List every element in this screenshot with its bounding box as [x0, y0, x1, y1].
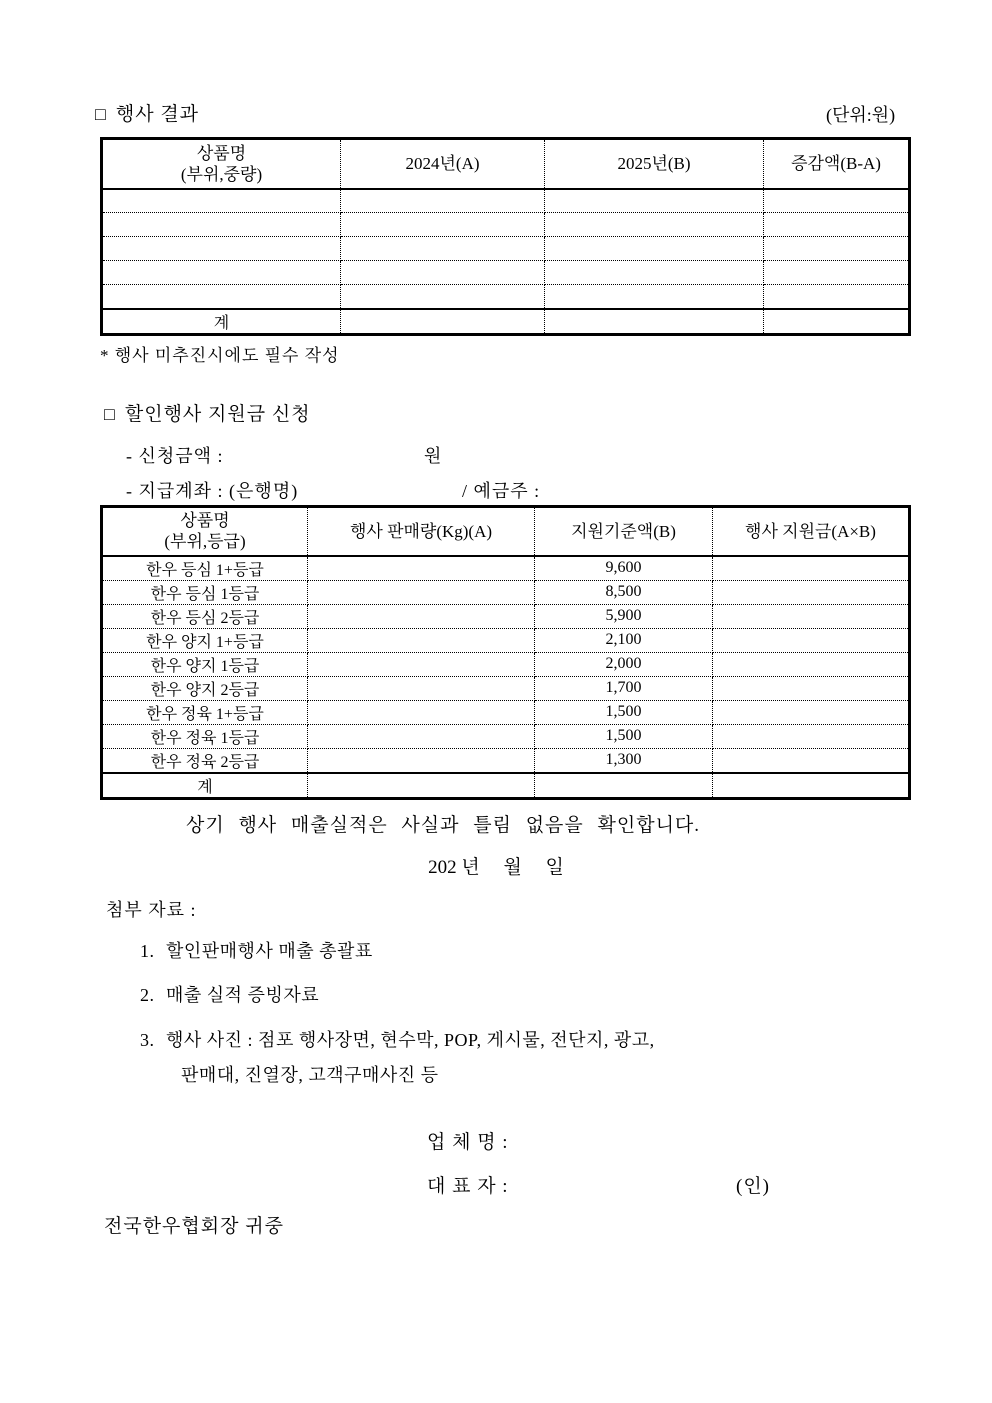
- section-results-title-text: 행사 결과: [115, 104, 200, 125]
- cell-product-name: 한우 등심 1등급: [102, 580, 308, 604]
- table-row: [102, 748, 910, 773]
- table-row: [102, 700, 910, 724]
- empty-cell: [764, 309, 910, 335]
- table-row: [102, 261, 910, 285]
- attachment-number: 3.: [140, 1030, 155, 1050]
- cell-sales-qty: [308, 556, 535, 581]
- cell-sales-qty: [308, 628, 535, 652]
- section-results-title: [95, 99, 199, 126]
- empty-cell: [545, 309, 764, 335]
- company-name-label: 업 체 명 :: [427, 1132, 509, 1153]
- cell-support-amount: [713, 748, 910, 773]
- attachment-item-3-continued: 판매대, 진열장, 고객구매사진 등: [181, 1065, 439, 1085]
- cell-product-name: 한우 등심 1+등급: [102, 556, 308, 581]
- cell-base-amount: 1,500: [535, 724, 713, 748]
- cell-base-amount: 1,700: [535, 676, 713, 700]
- unit-label: (단위:원): [826, 105, 896, 125]
- attachment-text: 행사 사진 : 점포 행사장면, 현수막, POP, 게시물, 전단지, 광고,: [166, 1030, 655, 1050]
- cell-support-amount: [713, 652, 910, 676]
- empty-cell: [764, 261, 910, 285]
- cell-product-name: 한우 양지 1등급: [102, 652, 308, 676]
- attachment-item-3: [140, 1026, 655, 1052]
- header-product-line2: (부위,등급): [164, 532, 246, 552]
- table-row: [102, 580, 910, 604]
- empty-cell: [102, 285, 341, 309]
- ceo-name-label: 대 표 자 :: [427, 1176, 509, 1197]
- cell-support-amount: [713, 700, 910, 724]
- section-support-title: [104, 399, 311, 426]
- cell-base-amount: 8,500: [535, 580, 713, 604]
- header-product-line1: 상품명: [196, 143, 247, 163]
- table-header-row: [102, 507, 910, 556]
- header-product: [102, 139, 341, 189]
- total-label: 계: [102, 773, 308, 799]
- header-product-line1: 상품명: [180, 511, 230, 531]
- cell-product-name: 한우 정육 2등급: [102, 748, 308, 773]
- empty-cell: [341, 285, 545, 309]
- account-field-label: - 지급계좌 : (은행명): [126, 481, 299, 501]
- empty-cell: [545, 213, 764, 237]
- empty-cell: [545, 261, 764, 285]
- cell-product-name: 한우 양지 1+등급: [102, 628, 308, 652]
- cell-product-name: 한우 등심 2등급: [102, 604, 308, 628]
- cell-sales-qty: [308, 580, 535, 604]
- empty-cell: [341, 237, 545, 261]
- empty-cell: [341, 309, 545, 335]
- attachment-number: 1.: [140, 941, 155, 961]
- date-line: 202 년 월 일: [428, 857, 564, 878]
- empty-cell: [102, 261, 341, 285]
- empty-cell: [764, 237, 910, 261]
- cell-support-amount: [713, 628, 910, 652]
- results-table: [100, 137, 911, 336]
- header-product: [102, 507, 308, 556]
- attachment-item-2: [140, 981, 319, 1007]
- empty-cell: [308, 773, 535, 799]
- attachment-text: 할인판매행사 매출 총괄표: [166, 941, 373, 961]
- cell-product-name: 한우 양지 2등급: [102, 676, 308, 700]
- cell-sales-qty: [308, 676, 535, 700]
- cell-sales-qty: [308, 724, 535, 748]
- table-row: [102, 237, 910, 261]
- table-row: [102, 285, 910, 309]
- empty-cell: [764, 285, 910, 309]
- header-sales-qty: 행사 판매량(Kg)(A): [308, 507, 535, 556]
- cell-base-amount: 1,500: [535, 700, 713, 724]
- header-diff: 증감액(B-A): [764, 139, 910, 189]
- account-holder-label: / 예금주 :: [462, 481, 541, 501]
- confirmation-text: 상기 행사 매출실적은 사실과 틀림 없음을 확인합니다.: [186, 815, 701, 836]
- empty-cell: [102, 237, 341, 261]
- table-row: [102, 676, 910, 700]
- table-row: [102, 604, 910, 628]
- required-note: * 행사 미추진시에도 필수 작성: [100, 346, 340, 365]
- cell-base-amount: 1,300: [535, 748, 713, 773]
- cell-support-amount: [713, 676, 910, 700]
- attachment-item-1: [140, 937, 373, 963]
- empty-cell: [535, 773, 713, 799]
- attachment-number: 2.: [140, 985, 155, 1005]
- header-product-line2: (부위,중량): [180, 164, 263, 184]
- cell-support-amount: [713, 724, 910, 748]
- checkbox-icon: □: [104, 404, 116, 424]
- cell-base-amount: 2,100: [535, 628, 713, 652]
- attachment-text: 매출 실적 증빙자료: [166, 985, 320, 1005]
- empty-cell: [341, 261, 545, 285]
- header-2024: 2024년(A): [341, 139, 545, 189]
- empty-cell: [102, 213, 341, 237]
- empty-cell: [764, 213, 910, 237]
- cell-support-amount: [713, 604, 910, 628]
- table-row: [102, 652, 910, 676]
- total-row: [102, 309, 910, 335]
- seal-label: (인): [736, 1176, 771, 1197]
- amount-field-label: - 신청금액 :: [126, 446, 224, 466]
- table-row: [102, 556, 910, 581]
- header-2025: 2025년(B): [545, 139, 764, 189]
- table-row: [102, 189, 910, 213]
- table-row: [102, 213, 910, 237]
- cell-sales-qty: [308, 700, 535, 724]
- empty-cell: [713, 773, 910, 799]
- empty-cell: [764, 189, 910, 213]
- header-base-amount: 지원기준액(B): [535, 507, 713, 556]
- support-table: [100, 505, 911, 800]
- checkbox-icon: □: [95, 104, 107, 124]
- cell-support-amount: [713, 556, 910, 581]
- attachments-title: 첨부 자료 :: [106, 900, 197, 920]
- cell-support-amount: [713, 580, 910, 604]
- empty-cell: [545, 237, 764, 261]
- empty-cell: [341, 213, 545, 237]
- table-row: [102, 628, 910, 652]
- table-row: [102, 724, 910, 748]
- empty-cell: [102, 189, 341, 213]
- cell-product-name: 한우 정육 1+등급: [102, 700, 308, 724]
- cell-base-amount: 9,600: [535, 556, 713, 581]
- amount-unit-label: 원: [424, 446, 443, 466]
- cell-base-amount: 2,000: [535, 652, 713, 676]
- section-support-title-text: 할인행사 지원금 신청: [124, 404, 311, 425]
- empty-cell: [341, 189, 545, 213]
- empty-cell: [545, 285, 764, 309]
- header-support-amount: 행사 지원금(A×B): [713, 507, 910, 556]
- cell-product-name: 한우 정육 1등급: [102, 724, 308, 748]
- cell-base-amount: 5,900: [535, 604, 713, 628]
- cell-sales-qty: [308, 652, 535, 676]
- total-label: 계: [102, 309, 341, 335]
- table-header-row: [102, 139, 910, 189]
- cell-sales-qty: [308, 604, 535, 628]
- total-row: [102, 773, 910, 799]
- empty-cell: [545, 189, 764, 213]
- recipient-line: 전국한우협회장 귀중: [104, 1216, 284, 1237]
- cell-sales-qty: [308, 748, 535, 773]
